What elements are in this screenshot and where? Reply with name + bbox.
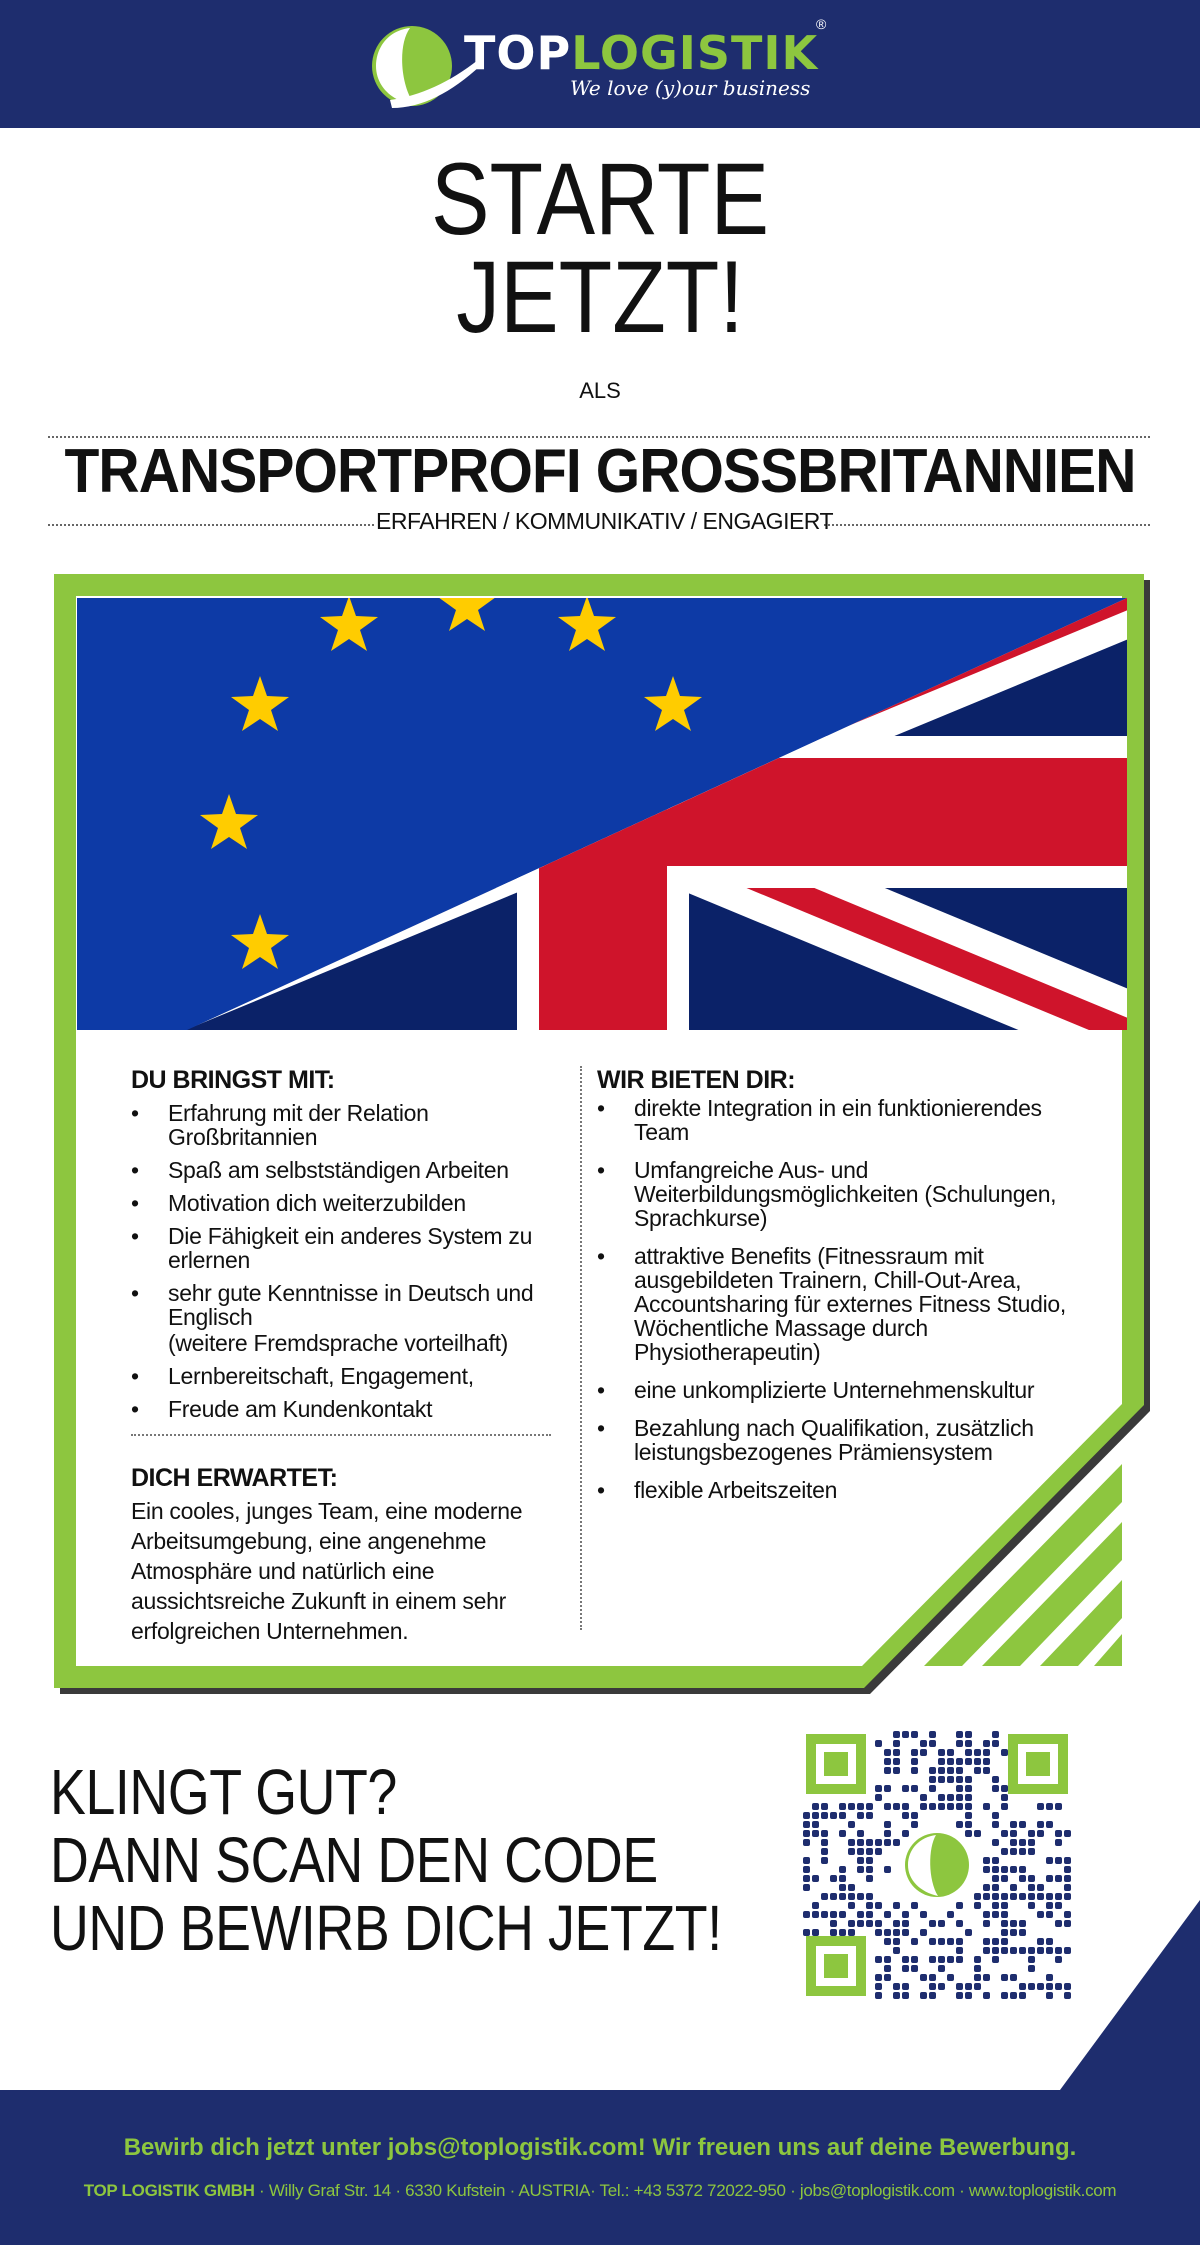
cta-line2: DANN SCAN DEN CODE <box>50 1824 658 1896</box>
list-item: • Freude am Kundenkontakt <box>131 1397 563 1421</box>
bieten-list <box>597 1096 1067 1511</box>
list-item: • attraktive Benefits (Fitnessraum mit ausgebildeten Trainern, Chill-Out-Area, Accountsharing für externes Fitness Studio, Wöchentliche Massage durch Physiotherapeutin) <box>597 1244 1067 1364</box>
job-subtitle: ERFAHREN / KOMMUNIKATIV / ENGAGIERT <box>376 508 834 534</box>
cta-line1: KLINGT GUT? <box>50 1756 397 1828</box>
list-item: • Motivation dich weiterzubilden <box>131 1191 563 1215</box>
bringst-title: DU BRINGST MIT: <box>131 1066 335 1094</box>
company-logo <box>370 16 840 116</box>
list-item: • Erfahrung mit der Relation Großbritannien <box>131 1101 563 1149</box>
list-item: • direkte Integration in ein funktionierendes Team <box>597 1096 1067 1144</box>
bringst-list <box>131 1101 563 1430</box>
footer-address: · Willy Graf Str. 14 · 6330 Kufstein · AUSTRIA· Tel.: +43 5372 72022-950 · jobs@toplogistik.com · www.toplogistik.com <box>254 2181 1117 2200</box>
logo-top: TOP <box>464 26 572 80</box>
erwartet-text: Ein cooles, junges Team, eine moderne Arbeitsumgebung, eine angenehme Atmosphäre und natürlich eine aussichtsreiche Zukunft in einem sehr erfolgreichen Unternehmen. <box>131 1498 523 1644</box>
list-item: • Bezahlung nach Qualifikation, zusätzlich leistungsbezogenes Prämiensystem <box>597 1416 1067 1464</box>
erwartet-title: DICH ERWARTET: <box>131 1464 338 1492</box>
headline-line1: STARTE <box>431 142 769 256</box>
list-item: • Lernbereitschaft, Engagement, <box>131 1364 563 1388</box>
logo-logistik: LOGISTIK <box>571 26 819 80</box>
bieten-title: WIR BIETEN DIR: <box>597 1066 796 1094</box>
qr-code-icon[interactable] <box>802 1730 1072 2000</box>
call-to-action <box>50 1758 722 1962</box>
slogan: We love (y)our business <box>570 76 811 100</box>
list-item: • Die Fähigkeit ein anderes System zu erlernen <box>131 1224 563 1272</box>
job-title: TRANSPORTPROFI GROSSBRITANNIEN <box>64 437 1136 506</box>
list-item: • sehr gute Kenntnisse in Deutsch und Englisch <box>131 1281 563 1329</box>
footer-company: TOP LOGISTIK GMBH <box>83 2181 255 2200</box>
column-separator <box>580 1066 582 1630</box>
header-bar <box>0 0 1200 128</box>
list-item: • flexible Arbeitszeiten <box>597 1478 1067 1502</box>
list-item-continuation: (weitere Fremdsprache vorteilhaft) <box>168 1330 509 1356</box>
registered-mark: ® <box>816 16 827 32</box>
headline-line2: JETZT! <box>456 240 744 354</box>
logo-wordmark <box>464 26 818 80</box>
footer-contact <box>0 2181 1200 2201</box>
list-item: • Umfangreiche Aus- und Weiterbildungsmöglichkeiten (Schulungen, Sprachkurse) <box>597 1158 1067 1230</box>
als-label: ALS <box>579 378 621 403</box>
cta-line3: UND BEWIRB DICH JETZT! <box>50 1892 722 1964</box>
list-item: • eine unkomplizierte Unternehmenskultur <box>597 1378 1067 1402</box>
list-item: • Spaß am selbstständigen Arbeiten <box>131 1158 563 1182</box>
left-divider <box>131 1434 551 1436</box>
eu-uk-flag <box>77 598 1127 1030</box>
footer-apply-text: Bewirb dich jetzt unter jobs@toplogistik.com! Wir freuen uns auf deine Bewerbung. <box>123 2134 1077 2161</box>
headline <box>84 142 1116 354</box>
